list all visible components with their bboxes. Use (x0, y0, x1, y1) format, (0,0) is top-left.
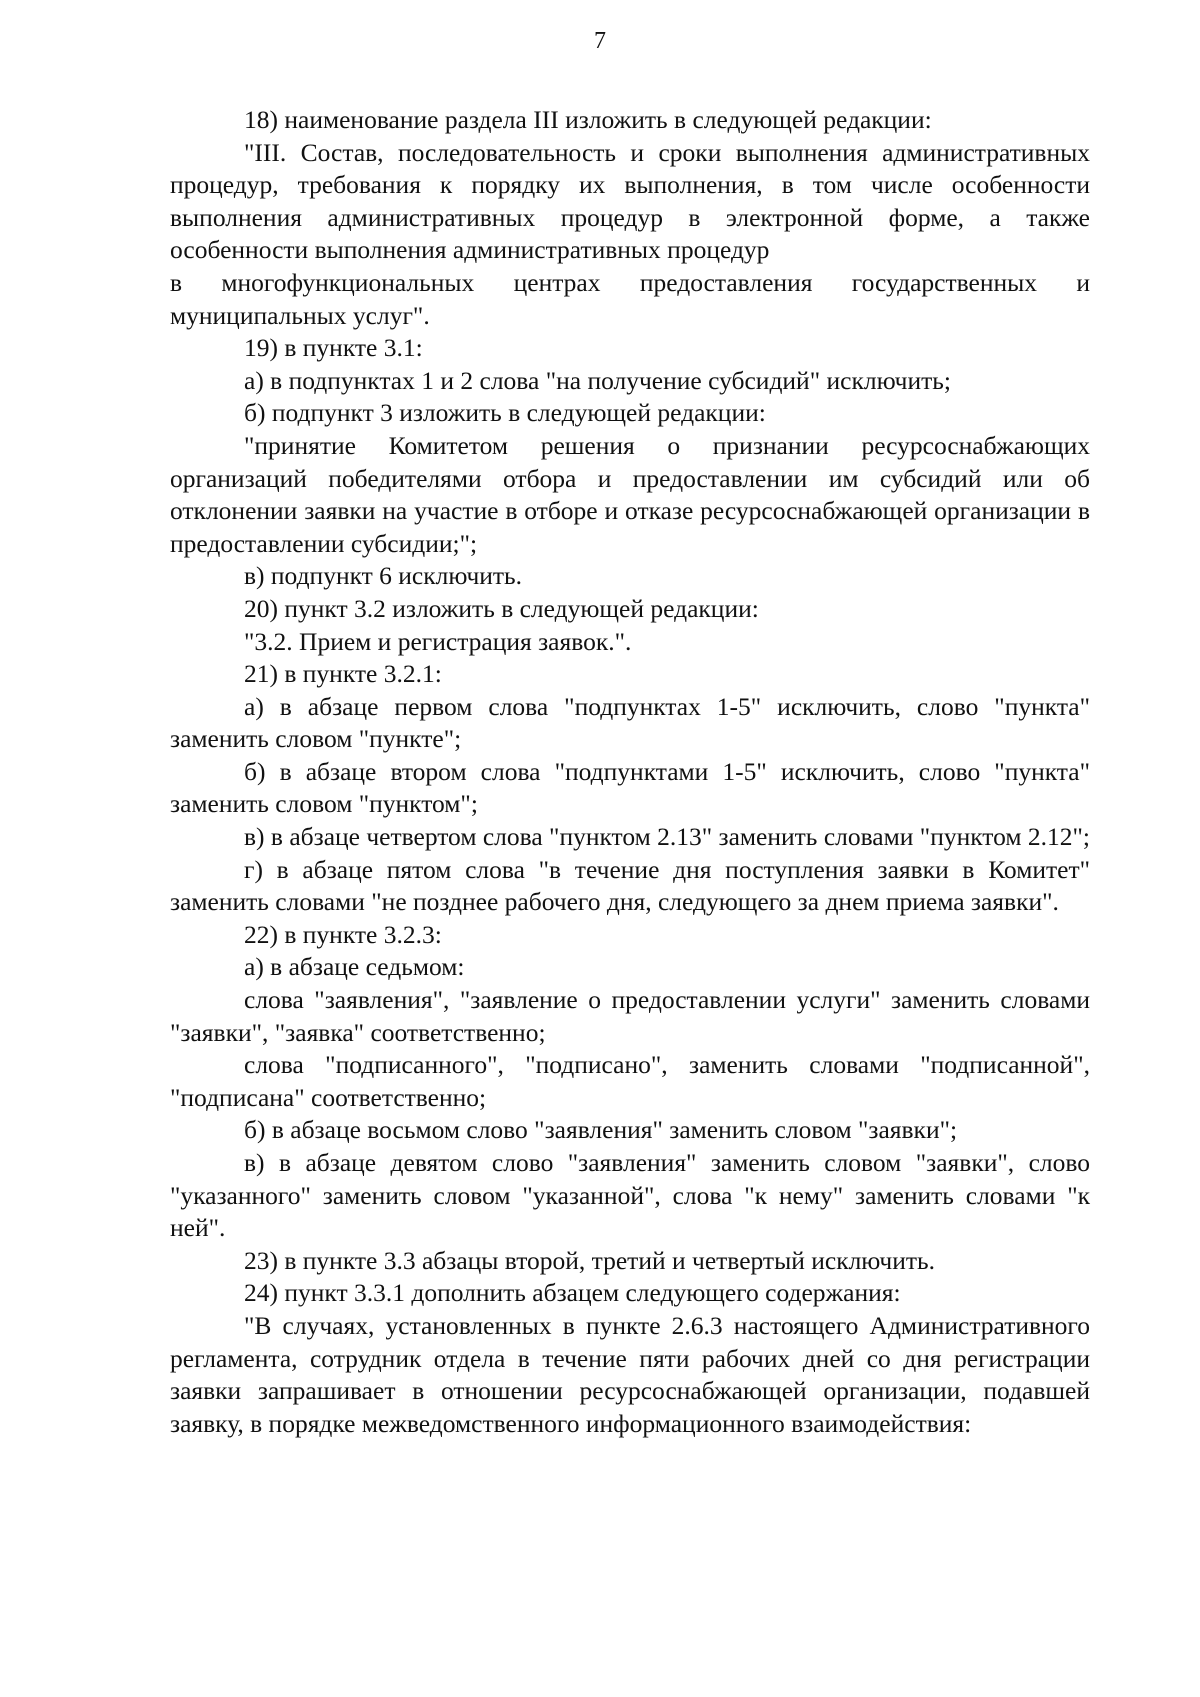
paragraph-21-g: г) в абзаце пятом слова "в течение дня поступления заявки в Комитет" заменить словами "не позднее рабочего дня, следующего за днем приема заявки". (170, 854, 1090, 917)
paragraph-22-b: б) в абзаце восьмом слово "заявления" заменить словом "заявки"; (244, 1115, 958, 1145)
section-iii-title-quote: "III. Состав, последовательность и сроки выполнения административных процедур, требования к порядку их выполнения, в том числе особенности выполнения административных процедур в электронной форме, а также особенности выполнения административных процедур (170, 137, 1090, 265)
paragraph-19-v: в) подпункт 6 исключить. (244, 561, 523, 591)
paragraph-21-b: б) в абзаце втором слова "подпунктами 1-5" исключить, слово "пункта" заменить словом "пунктом"; (170, 756, 1090, 819)
paragraph-22-a-1: слова "заявления", "заявление о предоставлении услуги" заменить словами "заявки", "заявка" соответственно; (170, 985, 1090, 1047)
section-iii-title-continuation: в многофункциональных центрах предоставления государственных и муниципальных услуг". (170, 267, 1090, 330)
paragraph-21-v: в) в абзаце четвертом слова "пунктом 2.13" заменить словами "пунктом 2.12"; (244, 822, 1090, 852)
paragraph-22: 22) в пункте 3.2.3: (244, 919, 442, 949)
paragraph-19-b: б) подпункт 3 изложить в следующей редакции: (244, 398, 766, 428)
paragraph-22-a: а) в абзаце седьмом: (244, 952, 465, 982)
document-body (170, 104, 1090, 1440)
paragraph-21-a: а) в абзаце первом слова "подпунктах 1-5" исключить, слово "пункта" заменить словом "пункте"; (170, 691, 1090, 754)
paragraph-18: 18) наименование раздела III изложить в следующей редакции: (244, 105, 932, 134)
paragraph-19-a: а) в подпунктах 1 и 2 слова "на получение субсидий" исключить; (244, 365, 951, 395)
paragraph-19-b-quote: "принятие Комитетом решения о признании ресурсоснабжающих организаций победителями отбора и предоставлении им субсидий или об отклонении заявки на участие в отборе и отказе ресурсоснабжающей организации в предоставлении субсидии;"; (170, 430, 1090, 558)
paragraph-24-quote: "В случаях, установленных в пункте 2.6.3 настоящего Административного регламента, сотрудник отдела в течение пяти рабочих дней со дня регистрации заявки запрашивает в отношении ресурсоснабжающей организации, подавшей заявку, в порядке межведомственного информационного взаимодействия: (170, 1310, 1090, 1438)
paragraph-22-v: в) в абзаце девятом слово "заявления" заменить словом "заявки", слово "указанного" заменить словом "указанной", слова "к нему" заменить словами "к ней". (170, 1148, 1090, 1243)
paragraph-23: 23) в пункте 3.3 абзацы второй, третий и четвертый исключить. (244, 1245, 936, 1275)
paragraph-24: 24) пункт 3.3.1 дополнить абзацем следующего содержания: (244, 1278, 901, 1308)
paragraph-19: 19) в пункте 3.1: (244, 333, 423, 363)
paragraph-22-a-2: слова "подписанного", "подписано", заменить словами "подписанной", "подписана" соответственно; (170, 1050, 1090, 1112)
paragraph-20-quote: "3.2. Прием и регистрация заявок.". (244, 626, 632, 656)
paragraph-21: 21) в пункте 3.2.1: (244, 659, 442, 689)
page-number: 7 (594, 28, 606, 54)
paragraph-20: 20) пункт 3.2 изложить в следующей редакции: (244, 593, 759, 623)
